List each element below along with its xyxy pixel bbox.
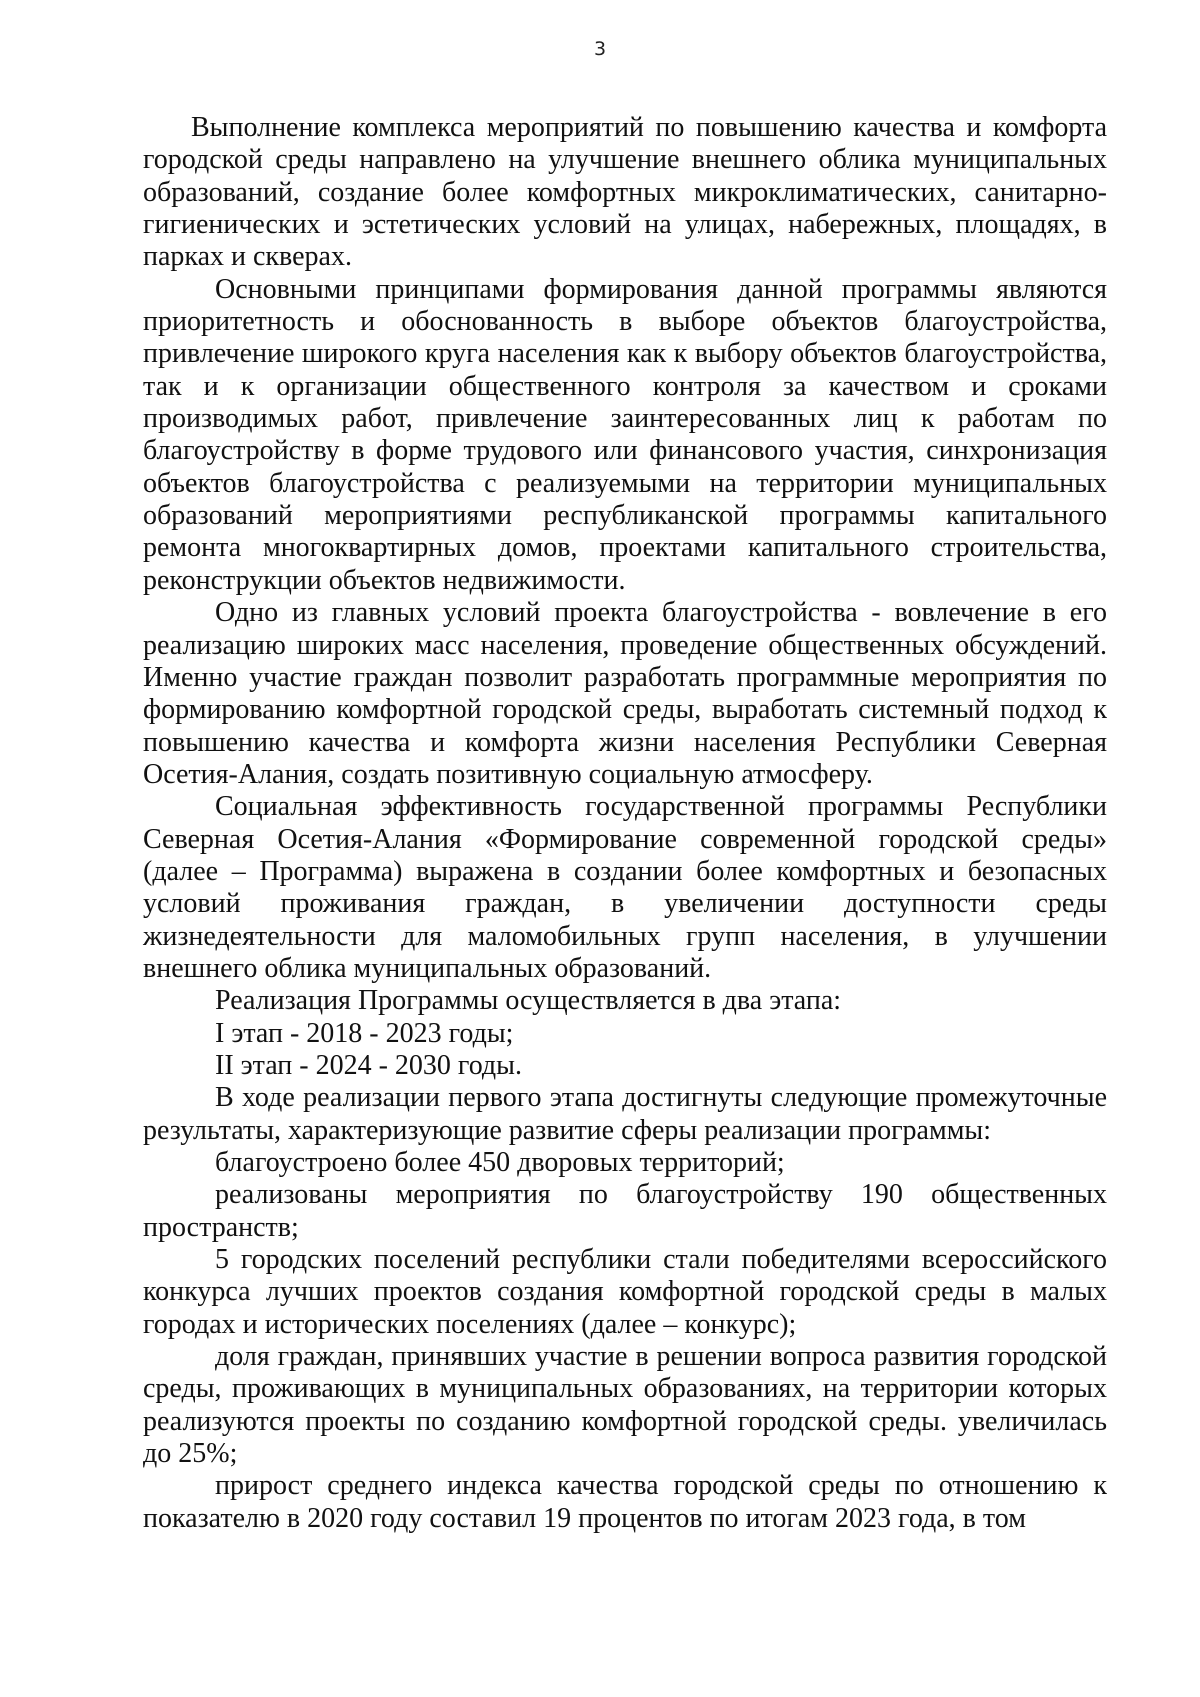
stage-2-line: II этап - 2024 - 2030 годы. xyxy=(215,1049,522,1081)
paragraph-2: Основными принципами формирования данной программы являются приоритетность и обоснованность в выборе объектов благоустройства, привлечение широкого круга населения как к выбору объектов благоустройства, так и к организации общественного контроля за качеством и сроками производимых работ, привлечение заинтересованных лиц к работам по благоустройству в форме трудового или финансового участия, синхронизация объектов благоустройства с реализуемыми на территории муниципальных образований мероприятиями республиканской программы капитального ремонта многоквартирных домов, проектами капитального строительства, реконструкции объектов недвижимости. xyxy=(143,273,1107,596)
document-body xyxy=(143,112,1107,1535)
paragraph-8: В ходе реализации первого этапа достигнуты следующие промежуточные результаты, характеризующие развитие сферы реализации программы: xyxy=(143,1082,1107,1146)
result-item-2: реализованы мероприятия по благоустройству 190 общественных пространств; xyxy=(143,1179,1107,1243)
paragraph-4: Социальная эффективность государственной программы Республики Северная Осетия-Алания «Формирование современной городской среды» (далее – Программа) выражена в создании более комфортных и безопасных условий проживания граждан, в увеличении доступности среды жизнедеятельности для маломобильных групп населения, в улучшении внешнего облика муниципальных образований. xyxy=(143,791,1107,984)
page-number: 3 xyxy=(593,38,607,60)
paragraph-1: Выполнение комплекса мероприятий по повышению качества и комфорта городской среды направлено на улучшение внешнего облика муниципальных образований, создание более комфортных микроклиматических, санитарно-гигиенических и эстетических условий на улицах, набережных, площадях, в парках и скверах. xyxy=(143,112,1107,273)
result-item-3: 5 городских поселений республики стали победителями всероссийского конкурса лучших проектов создания комфортной городской среды в малых городах и исторических поселениях (далее – конкурс); xyxy=(143,1244,1107,1340)
paragraph-3: Одно из главных условий проекта благоустройства - вовлечение в его реализацию широких масс населения, проведение общественных обсуждений. Именно участие граждан позволит разработать программные мероприятия по формированию комфортной городской среды, выработать системный подход к повышению качества и комфорта жизни населения Республики Северная Осетия-Алания, создать позитивную социальную атмосферу. xyxy=(143,597,1107,790)
result-item-4: доля граждан, принявших участие в решении вопроса развития городской среды, проживающих в муниципальных образованиях, на территории которых реализуются проекты по созданию комфортной городской среды. увеличилась до 25%; xyxy=(143,1341,1107,1470)
paragraph-5: Реализация Программы осуществляется в два этапа: xyxy=(215,985,842,1017)
stage-1-line: I этап - 2018 - 2023 годы; xyxy=(215,1017,514,1049)
result-item-5: прирост среднего индекса качества городской среды по отношению к показателю в 2020 году составил 19 процентов по итогам 2023 года, в том xyxy=(143,1470,1107,1534)
result-item-1: благоустроено более 450 дворовых территорий; xyxy=(215,1147,785,1178)
